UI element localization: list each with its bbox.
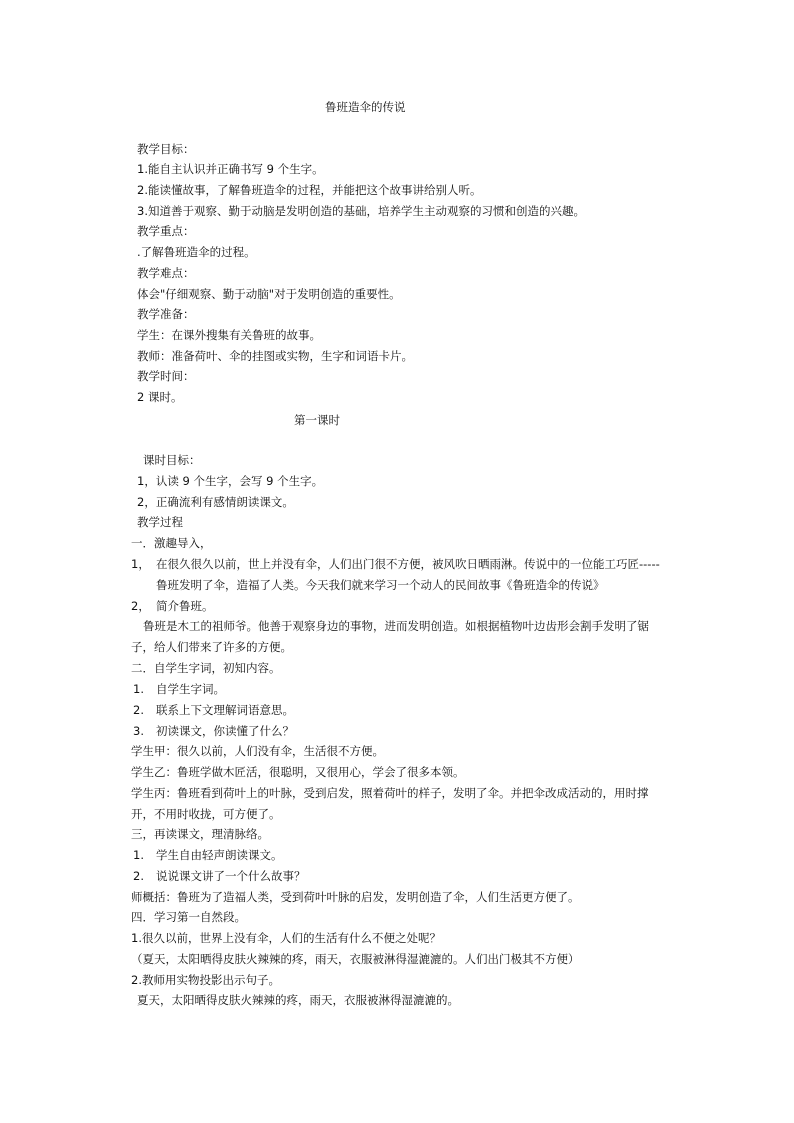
step2-heading: 二．自学生字词，初知内容。 xyxy=(131,661,281,675)
key-points-heading: 教学重点： xyxy=(137,224,195,238)
preparation-teacher: 教师：准备荷叶、伞的挂图或实物，生字和词语卡片。 xyxy=(137,349,413,363)
objective-item: 2.能读懂故事，了解鲁班造伞的过程，并能把这个故事讲给别人听。 xyxy=(137,183,482,197)
step4-heading: 四．学习第一自然段。 xyxy=(131,910,246,924)
teacher-summary: 师概括：鲁班为了造福人类，受到荷叶叶脉的启发，发明创造了伞，人们生活更方便了。 xyxy=(131,890,580,904)
preparation-students: 学生：在课外搜集有关鲁班的故事。 xyxy=(137,328,321,342)
step3-item: 学生自由轻声朗读课文。 xyxy=(156,848,283,862)
list-number: 1. xyxy=(133,848,144,862)
step2-item: 初读课文，你读懂了什么？ xyxy=(156,724,294,738)
key-points-text: .了解鲁班造伞的过程。 xyxy=(137,245,256,259)
lesson-title: 第一课时 xyxy=(294,413,340,427)
step2-item: 自学生字词。 xyxy=(156,682,225,696)
time-heading: 教学时间： xyxy=(137,369,195,383)
step1-paragraph-cont: 子，给人们带来了许多的方便。 xyxy=(131,640,292,654)
list-number: 2. xyxy=(133,869,144,883)
step1-item1-text: 在很久很久以前，世上并没有伞，人们出门很不方便，被风吹日晒雨淋。传说中的一位能工巧匠----- xyxy=(156,557,660,571)
list-number: 2， xyxy=(131,599,150,613)
lesson-objective-item: 1，认读 9 个生字，会写 9 个生字。 xyxy=(137,474,324,488)
step1-item1-text-cont: 鲁班发明了伞，造福了人类。今天我们就来学习一个动人的民间故事《鲁班造伞的传说》 xyxy=(156,578,605,592)
student-c-answer-cont: 开，不用时收拢，可方便了。 xyxy=(131,807,281,821)
step1-item2-text: 简介鲁班。 xyxy=(156,599,214,613)
lesson-objectives-heading: 课时目标： xyxy=(143,453,201,467)
objective-item: 1.能自主认识并正确书写 9 个生字。 xyxy=(137,162,324,176)
step1-heading: 一．激趣导入， xyxy=(131,536,212,550)
process-heading: 教学过程 xyxy=(137,515,183,529)
list-number: 3. xyxy=(133,724,144,738)
list-number: 1. xyxy=(133,682,144,696)
list-number: 2. xyxy=(133,703,144,717)
difficulty-text: 体会"仔细观察、勤于动脑"对于发明创造的重要性。 xyxy=(137,287,401,301)
step3-item: 说说课文讲了一个什么故事？ xyxy=(156,869,306,883)
objective-item: 3.知道善于观察、勤于动脑是发明创造的基础，培养学生主动观察的习惯和创造的兴趣。 xyxy=(137,204,585,218)
objectives-heading: 教学目标： xyxy=(137,142,195,156)
student-a-answer: 学生甲：很久以前，人们没有伞，生活很不方便。 xyxy=(131,744,384,758)
difficulty-heading: 教学难点： xyxy=(137,266,195,280)
step1-paragraph: 鲁班是木工的祖师爷。他善于观察身边的事物，进而发明创造。如根据植物叶边齿形会割手发明了锯 xyxy=(143,619,649,633)
step4-question-1: 1.很久以前，世界上没有伞，人们的生活有什么不便之处呢？ xyxy=(131,931,441,945)
time-value: 2 课时。 xyxy=(137,390,183,404)
preparation-heading: 教学准备： xyxy=(137,307,195,321)
step4-question-2: 2.教师用实物投影出示句子。 xyxy=(131,973,280,987)
student-b-answer: 学生乙：鲁班学做木匠活，很聪明，又很用心，学会了很多本领。 xyxy=(131,765,465,779)
step4-answer-1: （夏天，太阳晒得皮肤火辣辣的疼，雨天，衣服被淋得湿漉漉的。人们出门极其不方便） xyxy=(131,952,580,966)
step2-item: 联系上下文理解词语意思。 xyxy=(156,703,294,717)
lesson-objective-item: 2，正确流利有感情朗读课文。 xyxy=(137,495,294,509)
student-c-answer: 学生丙：鲁班看到荷叶上的叶脉，受到启发，照着荷叶的样子，发明了伞。并把伞改成活动的，用时撑 xyxy=(131,786,649,800)
step4-sentence: 夏天，太阳晒得皮肤火辣辣的疼，雨天，衣服被淋得湿漉漉的。 xyxy=(137,993,459,1007)
step3-heading: 三，再读课文，理清脉络。 xyxy=(131,827,269,841)
list-number: 1， xyxy=(131,557,150,571)
document-title: 鲁班造伞的传说 xyxy=(325,100,406,114)
